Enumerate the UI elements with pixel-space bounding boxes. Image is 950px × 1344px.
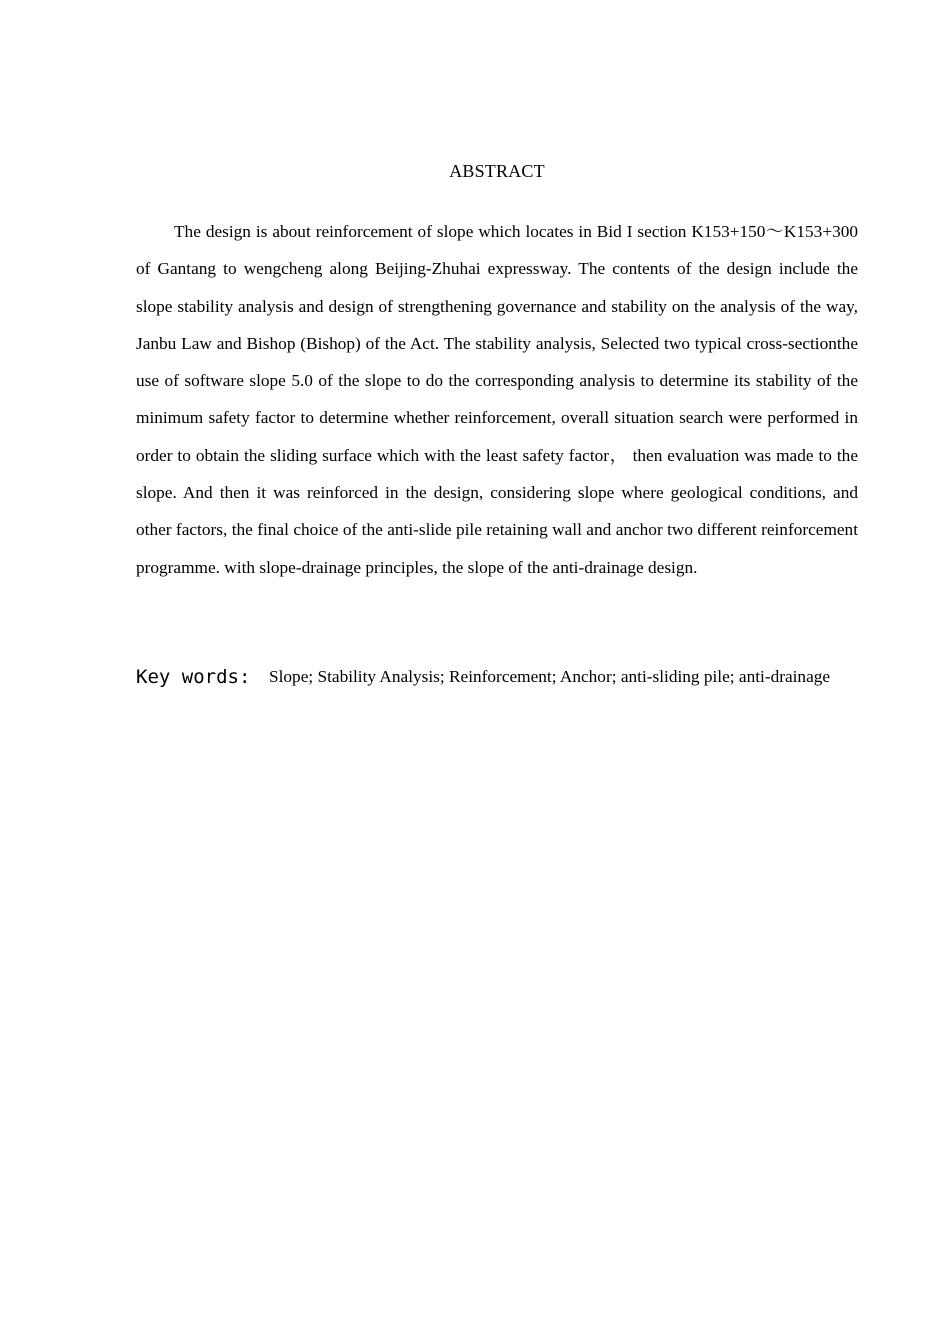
keywords-label: Key words: [136,666,251,688]
abstract-paragraph: The design is about reinforcement of slope which locates in Bid I section K153+150～K153+300 of Gantang to wengcheng along Beijing-Zhuhai expressway. The contents of the design include the slope stability analysis and design of strengthening governance and stability on the analysis of the way, Janbu Law and Bishop (Bishop) of the Act. The stability analysis, Selected two typical cross-sectionthe use of software slope 5.0 of the slope to do the corresponding analysis to determine its stability of the minimum safety factor to determine whether reinforcement, overall situation search were performed in order to obtain the sliding surface which with the least safety factor， then evaluation was made to the slope. And then it was reinforced in the design, considering slope where geological conditions, and other factors, the final choice of the anti-slide pile retaining wall and anchor two different reinforcement programme. with slope-drainage principles, the slope of the anti-drainage design. [136,222,858,577]
keywords-list: Slope; Stability Analysis; Reinforcement; Anchor; anti-sliding pile; anti-drainage [269,667,831,686]
keywords-section [136,659,858,695]
abstract-title: ABSTRACT [449,161,545,181]
